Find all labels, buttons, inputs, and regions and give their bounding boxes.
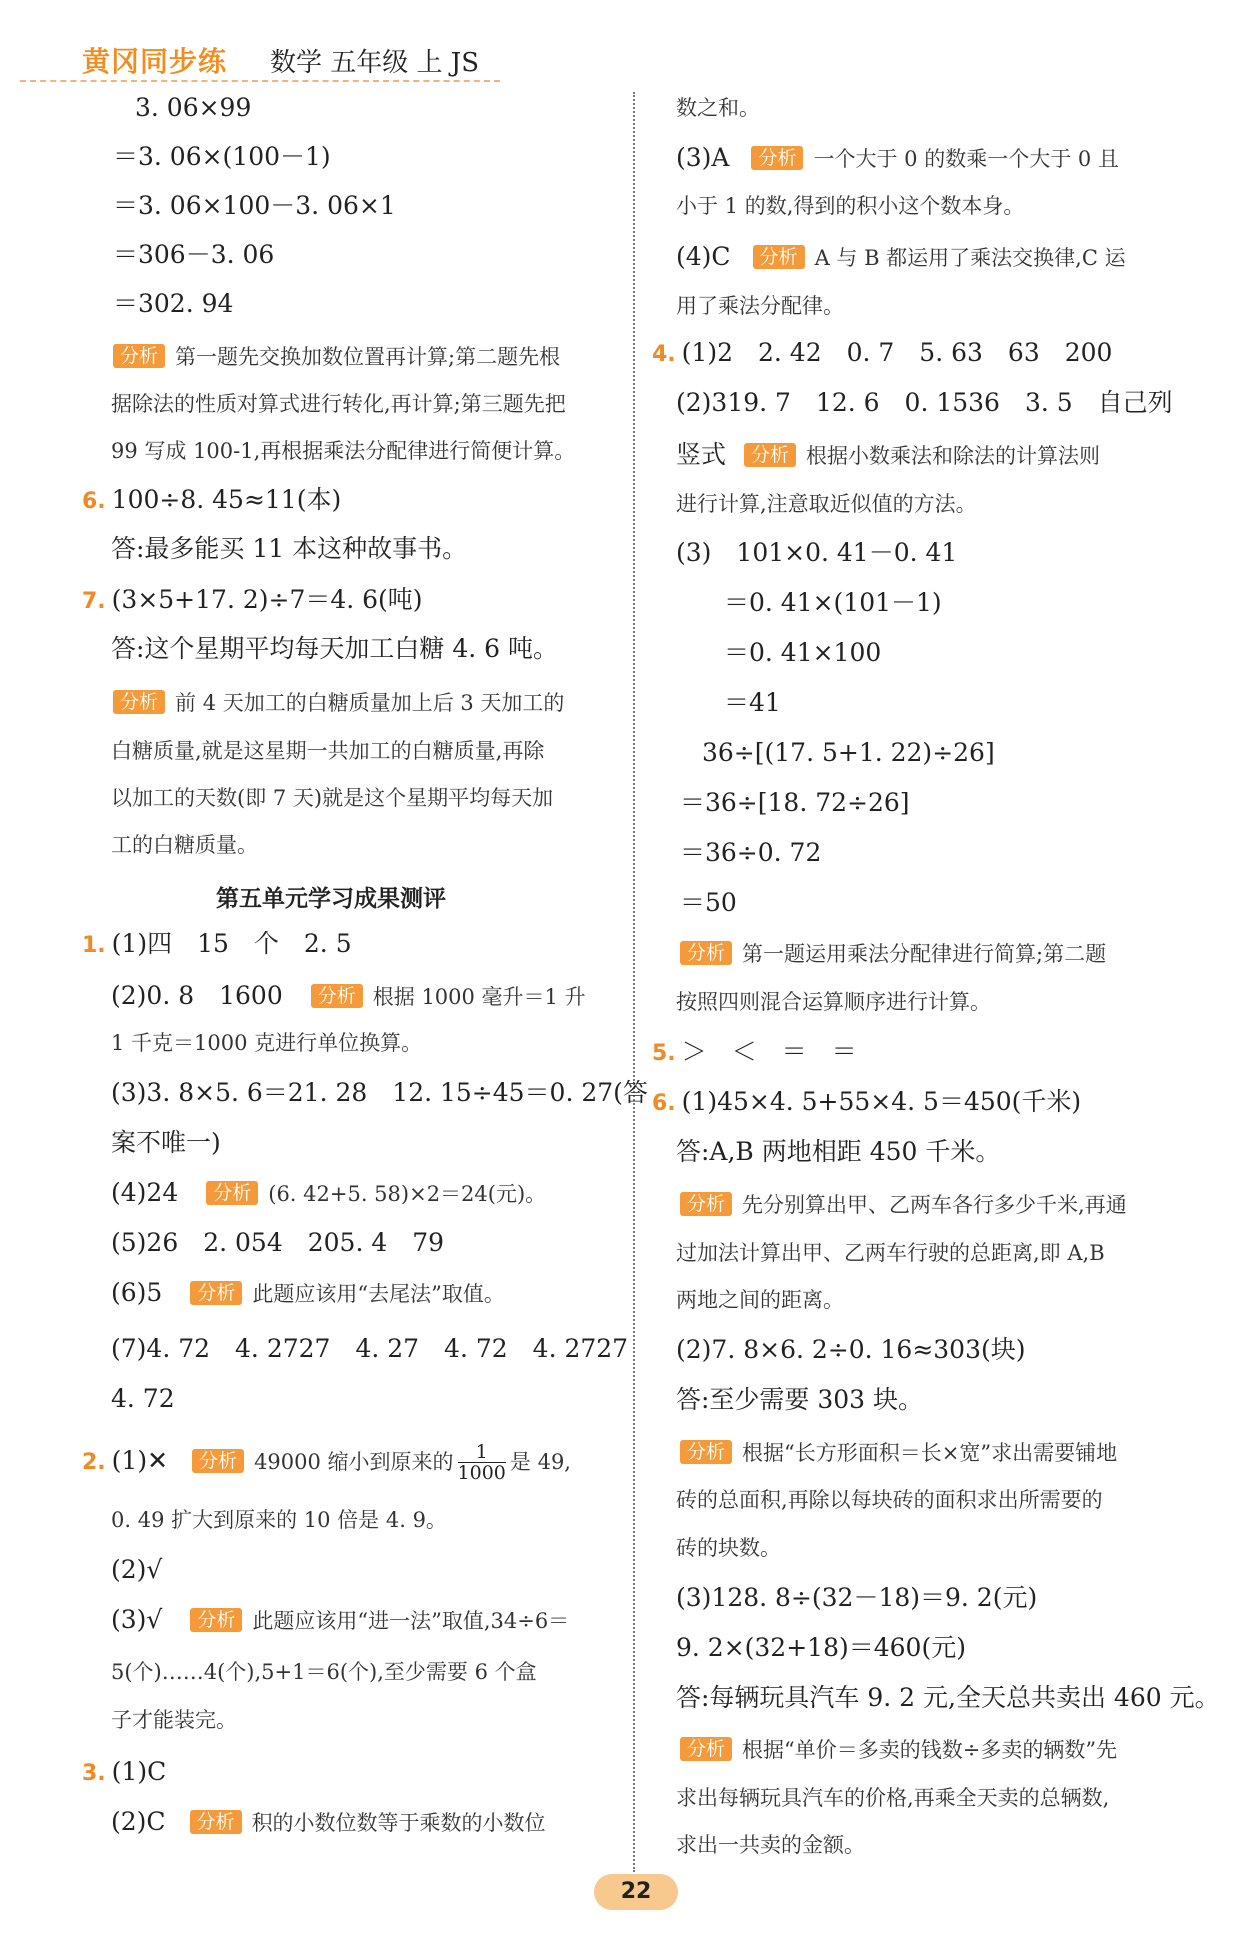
analysis-tag: 分析 xyxy=(680,1737,732,1761)
analysis-note: 分析 第一题运用乘法分配律进行简算;第二题 xyxy=(676,938,1106,970)
analysis-tag: 分析 xyxy=(744,443,796,467)
calc-line: (3) 101×0. 41－0. 41 xyxy=(676,538,958,567)
answer-line: (3)A 分析 一个大于 0 的数乘一个大于 0 且 xyxy=(676,143,1119,172)
analysis-tag: 分析 xyxy=(751,146,803,170)
analysis-tag: 分析 xyxy=(680,1192,732,1216)
analysis-note: 两地之间的距离。 xyxy=(676,1288,844,1312)
answer-line: (6)5 分析 此题应该用“去尾法”取值。 xyxy=(111,1278,505,1307)
calc-line: ＝41 xyxy=(724,688,781,717)
question-6: 6. 100÷8. 45≈11(本) xyxy=(82,485,342,514)
analysis-note: 以加工的天数(即 7 天)就是这个星期平均每天加 xyxy=(111,786,554,810)
analysis-note: 子才能装完。 xyxy=(111,1708,237,1732)
answer-line: (4)24 分析 (6. 42+5. 58)×2＝24(元)。 xyxy=(111,1178,547,1207)
calc-line: ＝306－3. 06 xyxy=(113,240,275,269)
answer-line: 竖式 分析 根据小数乘法和除法的计算法则 xyxy=(676,440,1101,469)
analysis-tag: 分析 xyxy=(113,690,165,714)
answer-line: (2)C 分析 积的小数位数等于乘数的小数位 xyxy=(111,1807,546,1836)
analysis-note: 分析 第一题先交换加数位置再计算;第二题先根 xyxy=(109,341,560,373)
answer-line: 答:A,B 两地相距 450 千米。 xyxy=(676,1137,1001,1166)
calc-line: ＝36÷[18. 72÷26] xyxy=(680,788,910,817)
answer-line: (2)319. 7 12. 6 0. 1536 3. 5 自己列 xyxy=(676,388,1173,417)
calc-line: ＝0. 41×100 xyxy=(724,638,882,667)
analysis-note: 用了乘法分配律。 xyxy=(676,294,844,318)
analysis-note: 99 写成 100-1,再根据乘法分配律进行简便计算。 xyxy=(111,439,576,463)
analysis-tag: 分析 xyxy=(190,1608,242,1632)
analysis-note: 小于 1 的数,得到的积小这个数本身。 xyxy=(676,194,1025,218)
analysis-note: 据除法的性质对算式进行转化,再计算;第三题先把 xyxy=(111,392,566,416)
brand-logo: 黄冈同步练 xyxy=(82,45,228,78)
analysis-note: 分析 先分别算出甲、乙两车各行多少千米,再通 xyxy=(676,1189,1127,1221)
question-6: 6. (1)45×4. 5+55×4. 5＝450(千米) xyxy=(652,1087,1082,1116)
header-divider xyxy=(20,80,500,82)
analysis-note: 进行计算,注意取近似值的方法。 xyxy=(676,492,977,516)
question-5: 5. ＞ ＜ ＝ ＝ xyxy=(652,1037,857,1066)
calc-line: ＝3. 06×(100－1) xyxy=(113,142,331,171)
analysis-note: 砖的块数。 xyxy=(676,1536,781,1560)
calc-line: 3. 06×99 xyxy=(135,93,252,122)
analysis-tag: 分析 xyxy=(206,1181,258,1205)
answer-line: 4. 72 xyxy=(111,1384,175,1413)
answer-line: 答:每辆玩具汽车 9. 2 元,全天总共卖出 460 元。 xyxy=(676,1683,1220,1712)
answer-line: (7)4. 72 4. 2727 4. 27 4. 72 4. 2727 xyxy=(111,1334,629,1363)
analysis-note: 分析 根据“长方形面积＝长×宽”求出需要铺地 xyxy=(676,1437,1117,1469)
question-3: 3. (1)C xyxy=(82,1757,167,1786)
answer-line: (3)128. 8÷(32－18)＝9. 2(元) xyxy=(676,1583,1038,1612)
analysis-tag: 分析 xyxy=(192,1449,244,1473)
analysis-note: 过加法计算出甲、乙两车行驶的总距离,即 A,B xyxy=(676,1241,1105,1265)
page-number: 22 xyxy=(594,1874,678,1910)
analysis-note: 工的白糖质量。 xyxy=(111,833,258,857)
analysis-note: 数之和。 xyxy=(676,96,760,120)
question-4: 4. (1)2 2. 42 0. 7 5. 63 63 200 xyxy=(652,338,1113,367)
analysis-note: 1 千克＝1000 克进行单位换算。 xyxy=(111,1031,423,1055)
question-1: 1. (1)四 15 个 2. 5 xyxy=(82,929,352,958)
analysis-tag: 分析 xyxy=(190,1810,242,1834)
answer-line: 9. 2×(32+18)＝460(元) xyxy=(676,1633,966,1662)
analysis-tag: 分析 xyxy=(190,1281,242,1305)
analysis-tag: 分析 xyxy=(311,984,363,1008)
analysis-note: 分析 根据“单价＝多卖的钱数÷多卖的辆数”先 xyxy=(676,1734,1117,1766)
calc-line: ＝302. 94 xyxy=(113,289,234,318)
answer-line: (2)0. 8 1600 分析 根据 1000 毫升＝1 升 xyxy=(111,981,586,1010)
analysis-note: 求出一共卖的金额。 xyxy=(676,1833,865,1857)
answer-line: 答:最多能买 11 本这种故事书。 xyxy=(111,534,468,563)
column-divider xyxy=(633,92,635,1872)
analysis-note: 分析 前 4 天加工的白糖质量加上后 3 天加工的 xyxy=(109,687,564,719)
analysis-tag: 分析 xyxy=(113,344,165,368)
analysis-tag: 分析 xyxy=(753,245,805,269)
question-7: 7. (3×5+17. 2)÷7＝4. 6(吨) xyxy=(82,585,423,614)
calc-line: ＝0. 41×(101－1) xyxy=(724,588,942,617)
answer-line: (4)C 分析 A 与 B 都运用了乘法交换律,C 运 xyxy=(676,242,1126,271)
question-2: 2. (1)✕ 分析 49000 缩小到原来的 $\frac{1}{1000}$ 是 49, xyxy=(82,1441,571,1484)
analysis-note: 0. 49 扩大到原来的 10 倍是 4. 9。 xyxy=(111,1508,447,1532)
analysis-tag: 分析 xyxy=(680,941,732,965)
page-header xyxy=(20,34,1020,84)
analysis-note: 砖的总面积,再除以每块砖的面积求出所需要的 xyxy=(676,1488,1103,1512)
answer-line: (3)√ 分析 此题应该用“进一法”取值,34÷6＝ xyxy=(111,1605,570,1634)
answer-line: 答:至少需要 303 块。 xyxy=(676,1385,924,1414)
calc-line: ＝3. 06×100－3. 06×1 xyxy=(113,191,396,220)
analysis-note: 白糖质量,就是这星期一共加工的白糖质量,再除 xyxy=(111,739,545,763)
analysis-note: 求出每辆玩具汽车的价格,再乘全天卖的总辆数, xyxy=(676,1786,1110,1810)
calc-line: 36÷[(17. 5+1. 22)÷26] xyxy=(702,738,995,767)
fraction: $\frac{1}{1000}$ xyxy=(457,1441,506,1484)
analysis-tag: 分析 xyxy=(680,1440,732,1464)
answer-line: (2)7. 8×6. 2÷0. 16≈303(块) xyxy=(676,1335,1026,1364)
analysis-note: 5(个)……4(个),5+1＝6(个),至少需要 6 个盒 xyxy=(111,1660,537,1684)
answer-line: (5)26 2. 054 205. 4 79 xyxy=(111,1228,445,1257)
analysis-note: 按照四则混合运算顺序进行计算。 xyxy=(676,990,991,1014)
subject-title: 数学 五年级 上 JS xyxy=(270,48,480,78)
answer-line: (2)√ xyxy=(111,1555,163,1584)
answer-line: (3)3. 8×5. 6＝21. 28 12. 15÷45＝0. 27(答 xyxy=(111,1078,648,1107)
section-title: 第五单元学习成果测评 xyxy=(216,886,446,912)
calc-line: ＝36÷0. 72 xyxy=(680,838,822,867)
calc-line: ＝50 xyxy=(680,888,737,917)
answer-line: 答:这个星期平均每天加工白糖 4. 6 吨。 xyxy=(111,634,559,663)
answer-line: 案不唯一) xyxy=(111,1128,221,1157)
